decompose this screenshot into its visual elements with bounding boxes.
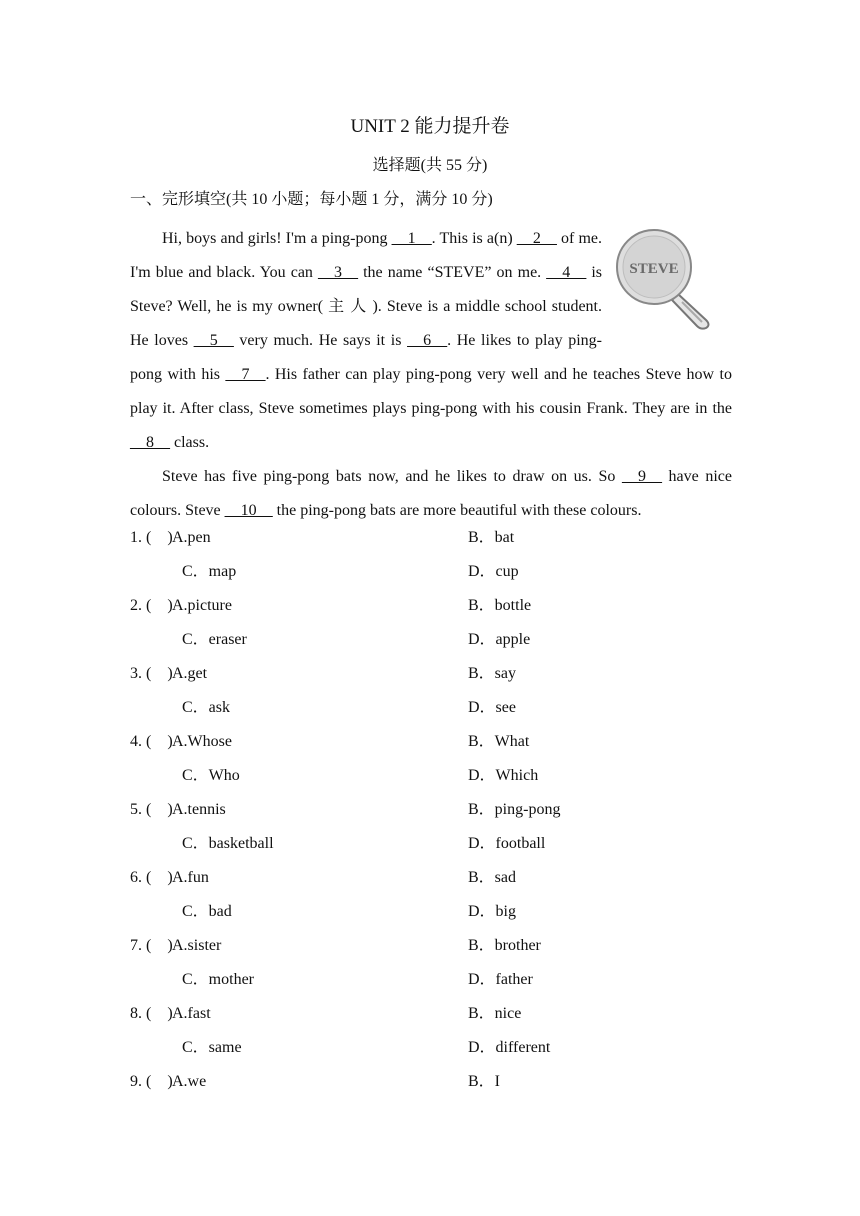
option-a: A.sister <box>172 937 222 954</box>
question-row <box>130 929 732 963</box>
option-a: A.tennis <box>172 801 226 818</box>
option-c: C．ask <box>182 699 231 716</box>
option-a: A.get <box>172 665 208 682</box>
question-number[interactable]: 9. ( ) <box>130 1073 173 1090</box>
blank-8: __8__ <box>130 434 170 451</box>
question-row <box>130 827 732 861</box>
option-b: B．ping-pong <box>468 801 561 818</box>
blank-3: __3__ <box>318 264 359 281</box>
option-a: A.Whose <box>172 733 232 750</box>
question-row <box>130 691 732 725</box>
question-number[interactable]: 5. ( ) <box>130 801 173 818</box>
question-list <box>130 521 732 1099</box>
question-number[interactable]: 1. ( ) <box>130 529 173 546</box>
section-heading: 一、完形填空(共 10 小题；每小题 1 分，满分 10 分) <box>130 191 493 208</box>
passage-text: Hi, boys and girls! I'm a ping-pong <box>162 230 392 247</box>
question-row <box>130 657 732 691</box>
question-row <box>130 589 732 623</box>
option-c: C．bad <box>182 903 232 920</box>
question-number[interactable]: 2. ( ) <box>130 597 173 614</box>
page-title: UNIT 2 能力提升卷 <box>350 116 510 137</box>
question-row <box>130 861 732 895</box>
question-number[interactable]: 7. ( ) <box>130 937 173 954</box>
option-a: A.picture <box>172 597 232 614</box>
passage-text: Steve has five ping-pong bats now, and he likes to draw on us. So <box>162 468 622 485</box>
option-b: B．say <box>468 665 517 682</box>
blank-2: __2__ <box>516 230 557 247</box>
passage-text: the ping-pong bats are more beautiful with these colours. <box>272 502 642 519</box>
option-c: C．Who <box>182 767 240 784</box>
option-b: B．brother <box>468 937 541 954</box>
question-row <box>130 725 732 759</box>
question-row <box>130 1031 732 1065</box>
option-c: C．same <box>182 1039 242 1056</box>
option-d: D．cup <box>468 563 519 580</box>
blank-4: __4__ <box>546 264 587 281</box>
passage-text: very much. He says it is <box>233 332 408 349</box>
option-b: B．bat <box>468 529 515 546</box>
cloze-passage <box>130 222 732 528</box>
option-a: A.pen <box>172 529 211 546</box>
passage-text: is Steve? Well, he is my owner( 主 人 ). Steve is a middle school student. He loves <box>130 264 603 349</box>
question-row <box>130 759 732 793</box>
option-c: C．eraser <box>182 631 247 648</box>
option-d: D．football <box>468 835 546 852</box>
blank-10: __10__ <box>224 502 273 519</box>
question-row <box>130 793 732 827</box>
option-d: D．big <box>468 903 517 920</box>
option-c: C．map <box>182 563 237 580</box>
option-d: D．see <box>468 699 516 716</box>
option-a: A.we <box>172 1073 207 1090</box>
blank-7: __7__ <box>225 366 266 383</box>
section-subtitle: 选择题(共 55 分) <box>372 157 488 174</box>
option-b: B．bottle <box>468 597 532 614</box>
option-d: D．apple <box>468 631 531 648</box>
passage-text: the name “STEVE” on me. <box>358 264 547 281</box>
option-d: D．Which <box>468 767 539 784</box>
option-b: B．nice <box>468 1005 522 1022</box>
passage-text: . This is a(n) <box>431 230 517 247</box>
question-number[interactable]: 6. ( ) <box>130 869 173 886</box>
question-row <box>130 963 732 997</box>
question-row <box>130 997 732 1031</box>
question-row <box>130 623 732 657</box>
question-row <box>130 521 732 555</box>
passage-paragraph-2 <box>130 460 732 528</box>
question-row <box>130 895 732 929</box>
question-number[interactable]: 4. ( ) <box>130 733 173 750</box>
question-row <box>130 1065 732 1099</box>
option-a: A.fast <box>172 1005 211 1022</box>
passage-text: class. <box>170 434 210 451</box>
passage-paragraph-1 <box>130 222 732 460</box>
option-d: D．father <box>468 971 533 988</box>
bat-label: STEVE <box>629 261 679 277</box>
option-b: B．What <box>468 733 530 750</box>
question-row <box>130 555 732 589</box>
passage-text: have nice colours. Steve <box>130 468 732 519</box>
option-c: C．basketball <box>182 835 274 852</box>
option-b: B．sad <box>468 869 517 886</box>
option-c: C．mother <box>182 971 254 988</box>
passage-text: . His father can play ping-pong very well and he teaches Steve how to play it. After class, Steve sometimes plays ping-pong with his cousin Frank. They are in the <box>130 366 732 417</box>
passage-text: . He likes to play ping-pong with his <box>130 332 603 383</box>
option-b: B．I <box>468 1073 501 1090</box>
ping-pong-bat-icon <box>614 228 732 330</box>
option-a: A.fun <box>172 869 209 886</box>
question-number[interactable]: 8. ( ) <box>130 1005 173 1022</box>
blank-6: __6__ <box>407 332 448 349</box>
question-number[interactable]: 3. ( ) <box>130 665 173 682</box>
passage-text: of me. I'm blue and black. You can <box>130 230 602 281</box>
blank-9: __9__ <box>621 468 662 485</box>
blank-5: __5__ <box>193 332 234 349</box>
blank-1: __1__ <box>391 230 432 247</box>
option-d: D．different <box>468 1039 551 1056</box>
